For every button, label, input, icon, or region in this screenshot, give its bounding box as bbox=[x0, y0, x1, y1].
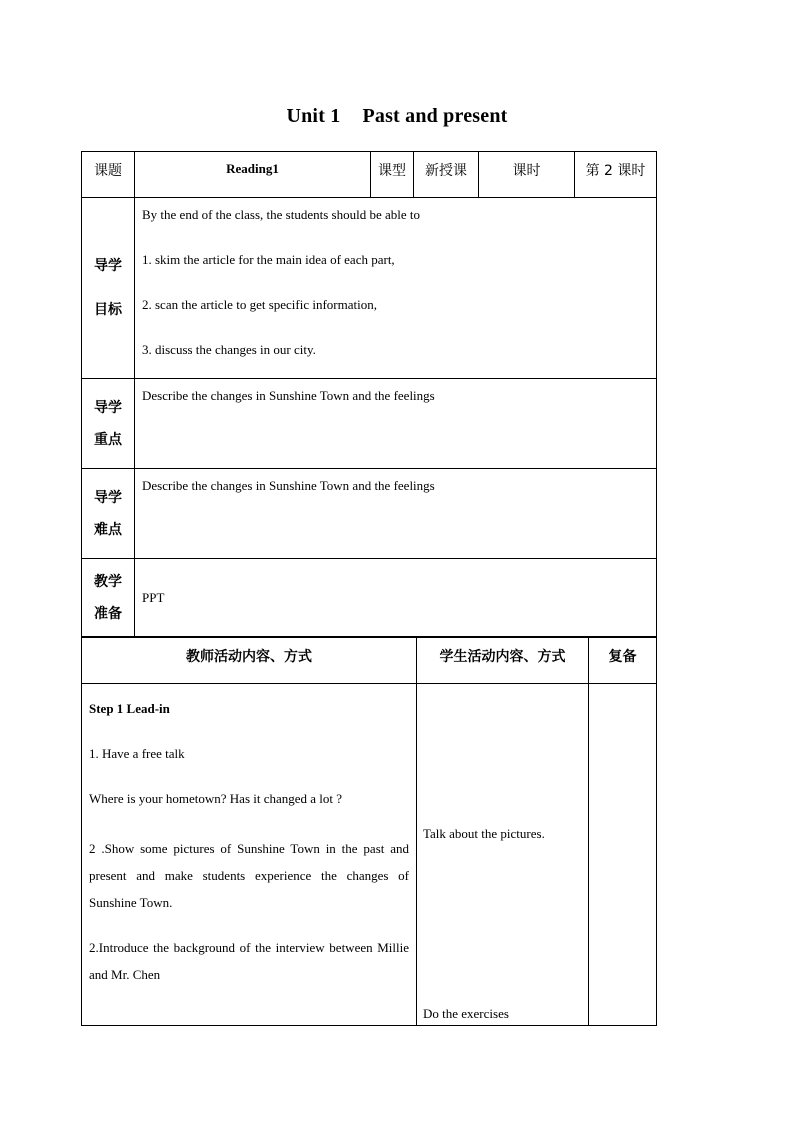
student-line: Talk about the pictures. bbox=[423, 826, 545, 841]
topic-value: Reading1 bbox=[135, 152, 371, 198]
goal-item: 2. scan the article to get specific information, bbox=[142, 297, 377, 312]
teacher-activities-content bbox=[82, 684, 417, 1026]
difficulties-content: Describe the changes in Sunshine Town and the feelings bbox=[135, 469, 657, 559]
student-line: Do the exercises bbox=[423, 1006, 509, 1021]
difficulties-label: 导学 难点 bbox=[82, 469, 135, 559]
key-points-row bbox=[82, 379, 657, 469]
goals-content bbox=[135, 198, 657, 379]
preparation-content: PPT bbox=[135, 559, 657, 637]
preparation-row bbox=[82, 559, 657, 637]
activities-row bbox=[82, 684, 657, 1026]
info-row bbox=[82, 152, 657, 198]
student-activities-content bbox=[417, 684, 589, 1026]
teacher-line: Where is your hometown? Has it changed a lot ? bbox=[89, 791, 343, 806]
type-label: 课型 bbox=[371, 152, 414, 198]
unit-topic: Past and present bbox=[362, 105, 508, 127]
type-value: 新授课 bbox=[414, 152, 479, 198]
key-points-content: Describe the changes in Sunshine Town and the feelings bbox=[135, 379, 657, 469]
teacher-activities-header: 教师活动内容、方式 bbox=[82, 638, 417, 684]
unit-label: Unit 1 bbox=[286, 105, 341, 127]
review-content bbox=[589, 684, 657, 1026]
goal-item: 1. skim the article for the main idea of each part, bbox=[142, 252, 395, 267]
page-title bbox=[0, 105, 794, 128]
key-points-label: 导学 重点 bbox=[82, 379, 135, 469]
topic-label: 课题 bbox=[82, 152, 135, 198]
preparation-label: 教学 准备 bbox=[82, 559, 135, 637]
teacher-line: 1. Have a free talk bbox=[89, 746, 185, 761]
goal-item: 3. discuss the changes in our city. bbox=[142, 342, 316, 357]
goals-intro: By the end of the class, the students should be able to bbox=[142, 207, 421, 222]
difficulties-row bbox=[82, 469, 657, 559]
student-activities-header: 学生活动内容、方式 bbox=[417, 638, 589, 684]
goals-row bbox=[82, 198, 657, 379]
step-title: Step 1 Lead-in bbox=[89, 701, 170, 716]
goals-label: 导学 目标 bbox=[82, 198, 135, 379]
activities-table bbox=[81, 637, 657, 1026]
lesson-info-table bbox=[81, 151, 657, 637]
teacher-line: 2 .Show some pictures of Sunshine Town in the past and present and make students experience the changes of Sunshine Town. bbox=[89, 841, 409, 910]
review-header: 复备 bbox=[589, 638, 657, 684]
activities-header-row bbox=[82, 638, 657, 684]
period-label: 课时 bbox=[479, 152, 575, 198]
period-value: 第 2 课时 bbox=[575, 152, 657, 198]
teacher-line: 2.Introduce the background of the interview between Millie and Mr. Chen bbox=[89, 940, 409, 982]
